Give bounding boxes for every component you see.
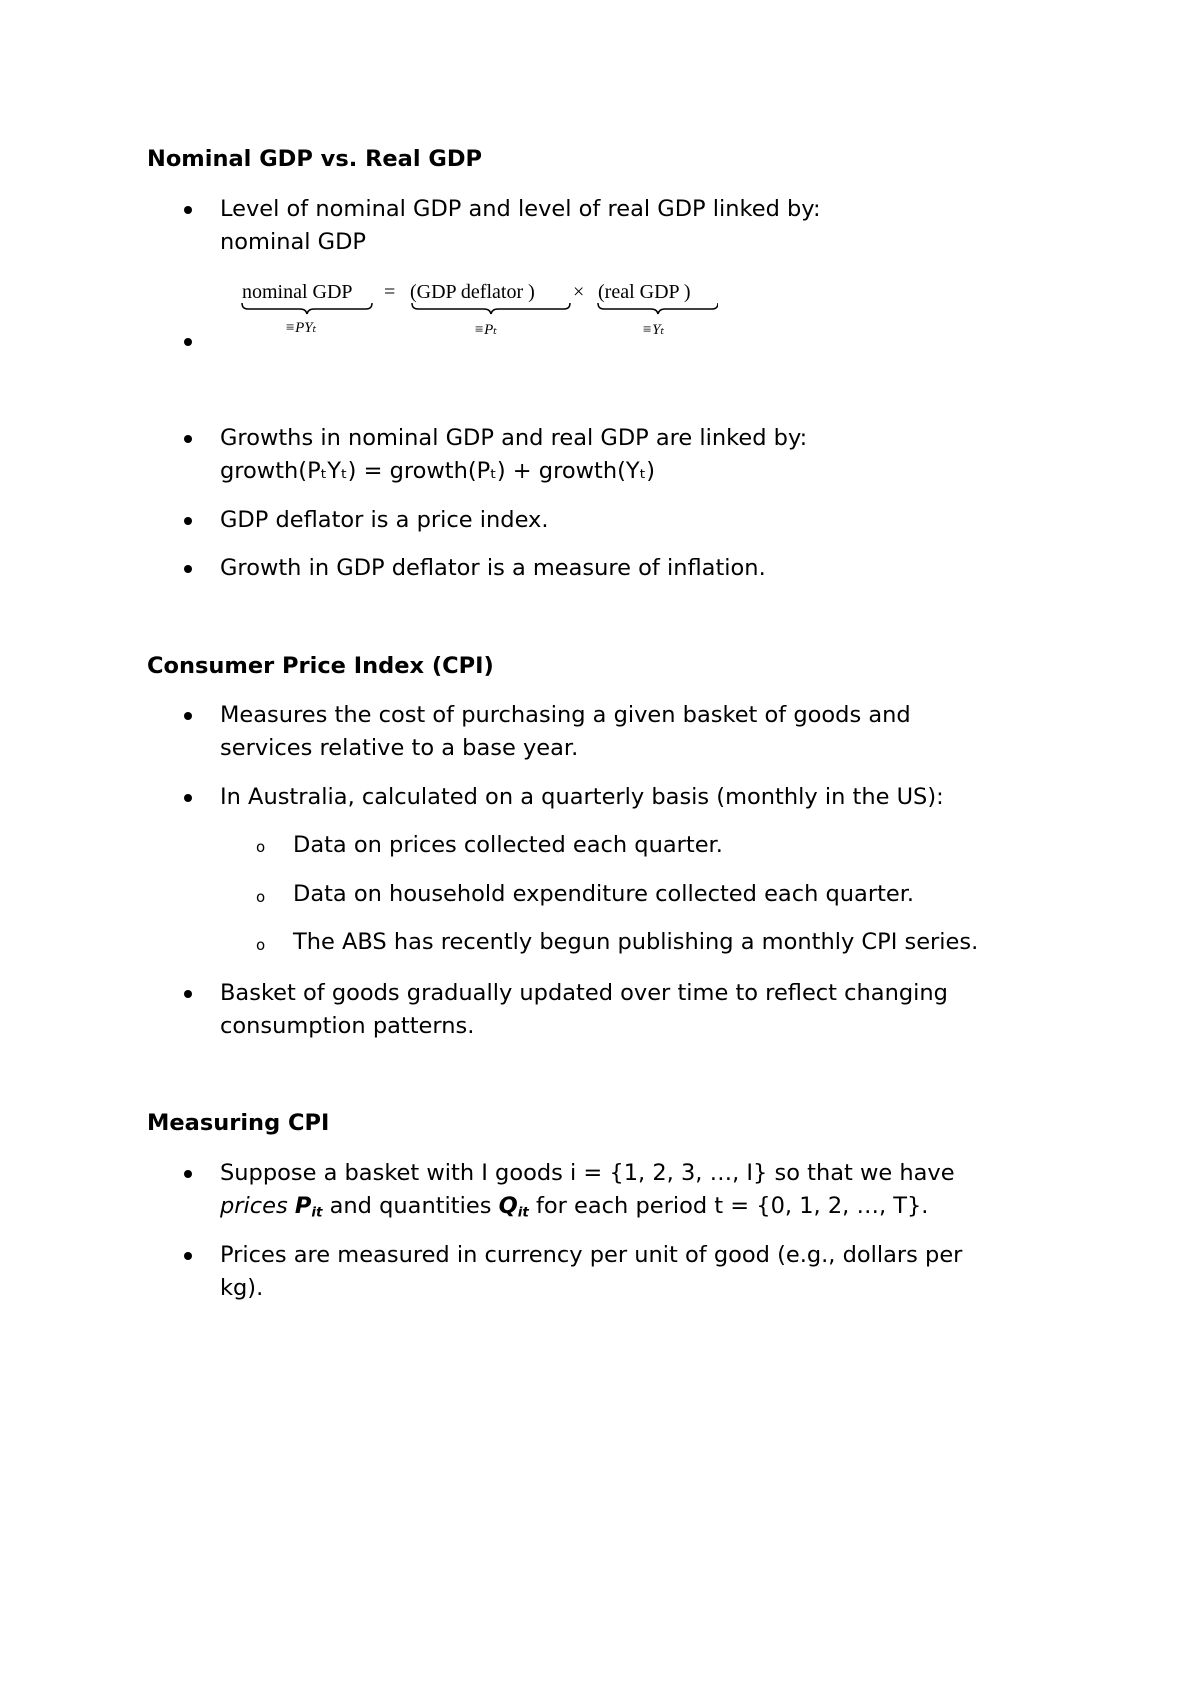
sub-bullet-text-household-expenditure: Data on household expenditure collected each quarter. <box>293 881 915 907</box>
sub-bullet-marker: o <box>256 838 266 856</box>
heading-cpi: Consumer Price Index (CPI) <box>147 653 494 679</box>
underbrace <box>598 303 718 314</box>
bullet-text-cpi-measures-cont: services relative to a base year. <box>220 735 579 761</box>
word-prices: prices <box>220 1193 288 1219</box>
bullet-text-deflator-inflation: Growth in GDP deflator is a measure of inflation. <box>220 555 766 581</box>
symbol-p-subscript: it <box>311 1204 323 1221</box>
heading-nominal-vs-real-gdp: Nominal GDP vs. Real GDP <box>147 146 483 172</box>
bullet-text-growths-linked: Growths in nominal GDP and real GDP are linked by: <box>220 425 808 451</box>
eq-underlabel-yt: ≡Yₜ <box>642 322 665 338</box>
eq-term-gdp-deflator: (GDP deflator ) <box>410 281 535 303</box>
bullet-text-deflator-index: GDP deflator is a price index. <box>220 507 549 533</box>
eq-equals-sign: = <box>384 281 396 303</box>
bullet-text-prices-quantities <box>220 1193 928 1221</box>
eq-term-real-gdp: (real GDP ) <box>598 281 691 303</box>
underbrace <box>242 303 372 314</box>
bullet-marker <box>184 565 192 573</box>
bullet-text-australia-quarterly: In Australia, calculated on a quarterly basis (monthly in the US): <box>220 784 944 810</box>
symbol-q-subscript: it <box>517 1204 529 1221</box>
bullet-marker <box>184 435 192 443</box>
eq-term-nominal-gdp: nominal GDP <box>242 281 353 303</box>
bullet-text-prices-currency: Prices are measured in currency per unit of good (e.g., dollars per <box>220 1242 963 1268</box>
bullet-marker <box>184 338 192 346</box>
eq-times-sign: × <box>573 281 585 303</box>
eq-underlabel-pyt: ≡PYₜ <box>285 320 317 336</box>
bullet-marker <box>184 990 192 998</box>
growth-identity: growth(PₜYₜ) = growth(Pₜ) + growth(Yₜ) <box>220 458 656 484</box>
bullet-text-nominal-gdp: nominal GDP <box>220 229 366 255</box>
underbrace <box>412 303 570 314</box>
symbol-p: P <box>294 1193 312 1219</box>
symbol-q: Q <box>498 1193 518 1219</box>
sub-bullet-text-abs-monthly: The ABS has recently begun publishing a monthly CPI series. <box>293 929 979 955</box>
bullet-marker <box>184 206 192 214</box>
sub-bullet-text-prices-quarter: Data on prices collected each quarter. <box>293 832 723 858</box>
bullet-text-basket-updated-cont: consumption patterns. <box>220 1013 475 1039</box>
bullet-text-cpi-measures: Measures the cost of purchasing a given basket of goods and <box>220 702 911 728</box>
bullet-marker <box>184 794 192 802</box>
eq-underlabel-pt: ≡Pₜ <box>474 322 497 338</box>
bullet-marker <box>184 1170 192 1178</box>
bullet-text-suppose-basket: Suppose a basket with I goods i = {1, 2, 3, …, I} so that we have <box>220 1160 955 1186</box>
bullet-text-basket-updated: Basket of goods gradually updated over time to reflect changing <box>220 980 948 1006</box>
bullet-marker <box>184 517 192 525</box>
sub-bullet-marker: o <box>256 888 266 906</box>
heading-measuring-cpi: Measuring CPI <box>147 1110 330 1136</box>
gdp-equation <box>238 272 718 346</box>
bullet-text-prices-currency-cont: kg). <box>220 1275 264 1301</box>
bullet-marker <box>184 712 192 720</box>
bullet-marker <box>184 1252 192 1260</box>
text-and-quantities: and quantities <box>322 1193 499 1219</box>
bullet-text-level-link: Level of nominal GDP and level of real GDP linked by: <box>220 196 821 222</box>
text-each-period: for each period t = {0, 1, 2, …, T}. <box>528 1193 929 1219</box>
sub-bullet-marker: o <box>256 936 266 954</box>
